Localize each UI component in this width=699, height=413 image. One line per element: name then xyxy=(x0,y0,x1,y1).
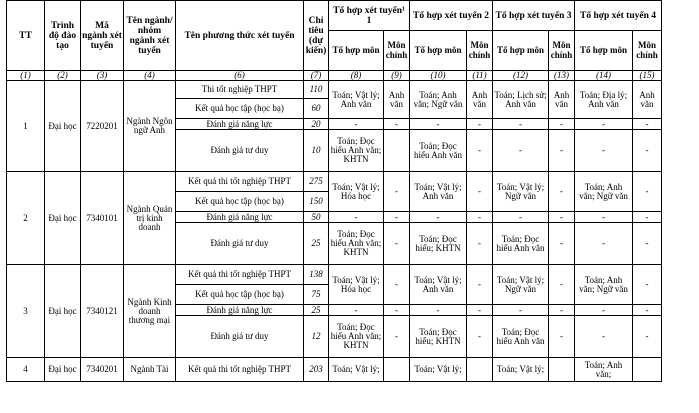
admission-table xyxy=(6,0,662,382)
header-program-code: Mã ngành xét tuyển xyxy=(81,1,124,71)
subject-combination-3: Toán; Lịch sử; Anh văn xyxy=(493,81,549,119)
program-code: 7220201 xyxy=(81,81,124,172)
main-subject-4: - xyxy=(633,305,662,316)
column-index: (8) xyxy=(329,71,384,81)
admission-method: Đánh giá tư duy xyxy=(176,223,304,265)
training-level: Đại học xyxy=(45,172,81,265)
quota-value: 275 xyxy=(304,172,329,192)
main-subject-2: - xyxy=(467,223,493,265)
subject-combination-4: - xyxy=(575,119,633,130)
header-subjects-2: Tổ hợp môn xyxy=(410,31,467,71)
column-index: (6) xyxy=(176,71,304,81)
column-index: (13) xyxy=(549,71,575,81)
quota-value: 60 xyxy=(304,99,329,119)
training-level: Đại học xyxy=(45,81,81,172)
quota-value: 10 xyxy=(304,130,329,172)
quota-value: 150 xyxy=(304,192,329,212)
header-quota: Chỉ tiêu (dự kiến) xyxy=(304,1,329,71)
subject-combination-3: - xyxy=(493,119,549,130)
header-main-subject-3: Môn chính xyxy=(549,31,575,71)
program-code: 7340101 xyxy=(81,172,124,265)
main-subject-1 xyxy=(384,358,410,382)
program-code: 7340121 xyxy=(81,265,124,358)
main-subject-3: - xyxy=(549,172,575,212)
main-subject-3: - xyxy=(549,212,575,223)
main-subject-2: Anh văn xyxy=(467,81,493,119)
main-subject-2: - xyxy=(467,172,493,212)
subject-combination-2: Toán; Vật lý; Anh văn xyxy=(410,172,467,212)
main-subject-2: - xyxy=(467,305,493,316)
quota-value: 203 xyxy=(304,358,329,382)
table-row xyxy=(7,358,662,382)
subject-combination-3: - xyxy=(493,130,549,172)
column-index-row xyxy=(7,71,662,81)
column-index: (15) xyxy=(633,71,662,81)
main-subject-1 xyxy=(384,130,410,172)
main-subject-2: - xyxy=(467,265,493,305)
main-subject-3: - xyxy=(549,265,575,305)
subject-combination-1: Toán; Đọc hiểu Anh văn; KHTN xyxy=(329,316,384,358)
subject-combination-1: Toán; Vật lý; Anh văn xyxy=(329,81,384,119)
header-tt: TT xyxy=(7,1,45,71)
column-index: (14) xyxy=(575,71,633,81)
subject-combination-3: - xyxy=(493,305,549,316)
subject-combination-1: - xyxy=(329,119,384,130)
subject-combination-4: - xyxy=(575,305,633,316)
training-level: Đại học xyxy=(45,358,81,382)
subject-combination-1: Toán; Đọc hiểu Anh văn; KHTN xyxy=(329,130,384,172)
quota-value: 20 xyxy=(304,119,329,130)
admission-method: Kết quả thi tốt nghiệp THPT xyxy=(176,172,304,192)
main-subject-2: - xyxy=(467,119,493,130)
header-program-name: Tên ngành/ nhóm ngành xét tuyển xyxy=(124,1,176,71)
main-subject-1: - xyxy=(384,172,410,212)
main-subject-3 xyxy=(549,358,575,382)
subject-combination-2: Toán; Vật lý; Anh văn xyxy=(410,265,467,305)
subject-combination-1: Toán; Đọc hiểu Anh văn; KHTN xyxy=(329,223,384,265)
quota-value: 12 xyxy=(304,316,329,358)
subject-combination-1: Toán; Vật lý; Hóa học xyxy=(329,265,384,305)
main-subject-2 xyxy=(467,358,493,382)
main-subject-1: - xyxy=(384,119,410,130)
column-index: (4) xyxy=(124,71,176,81)
header-training-level: Trình độ đào tạo xyxy=(45,1,81,71)
subject-combination-4: Toán; Anh văn; xyxy=(575,358,633,382)
admission-method: Kết quả thi tốt nghiệp THPT xyxy=(176,358,304,382)
quota-value: 138 xyxy=(304,265,329,285)
header-subjects-3: Tổ hợp môn xyxy=(493,31,549,71)
row-number: 4 xyxy=(7,358,45,382)
main-subject-3: - xyxy=(549,223,575,265)
main-subject-4: - xyxy=(633,316,662,358)
subject-combination-3: Toán; Đọc hiểu Anh văn xyxy=(493,316,549,358)
quota-value: 110 xyxy=(304,81,329,99)
admission-method: Kết quả thi tốt nghiệp THPT xyxy=(176,265,304,285)
admission-method: Đánh giá tư duy xyxy=(176,316,304,358)
admission-method: Thi tốt nghiệp THPT xyxy=(176,81,304,99)
subject-combination-4: - xyxy=(575,316,633,358)
main-subject-2: - xyxy=(467,212,493,223)
program-name: Ngành Kinh doanh thương mại xyxy=(124,265,176,358)
table-row xyxy=(7,172,662,192)
subject-combination-2: Toán; Đọc hiểu; KHTN xyxy=(410,316,467,358)
row-number: 2 xyxy=(7,172,45,265)
row-number: 1 xyxy=(7,81,45,172)
main-subject-1: - xyxy=(384,212,410,223)
subject-combination-2: Toán; Anh văn; Ngữ văn xyxy=(410,81,467,119)
column-index: (3) xyxy=(81,71,124,81)
main-subject-2: - xyxy=(467,130,493,172)
subject-combination-4: Toán; Địa lý; Anh văn xyxy=(575,81,633,119)
admission-method: Kết quả học tập (học bạ) xyxy=(176,192,304,212)
main-subject-4: - xyxy=(633,265,662,305)
subject-combination-4: Toán; Anh văn; Ngữ văn xyxy=(575,172,633,212)
main-subject-4: - xyxy=(633,172,662,212)
subject-combination-1: Toán; Vật lý; Hóa học xyxy=(329,172,384,212)
subject-combination-2: Toán; Vật lý; xyxy=(410,358,467,382)
header-main-subject-4: Môn chính xyxy=(633,31,662,71)
column-index: (1) xyxy=(7,71,45,81)
header-combination-4: Tổ hợp xét tuyển 4 xyxy=(575,1,662,31)
subject-combination-2: - xyxy=(410,305,467,316)
table-row xyxy=(7,265,662,285)
subject-combination-3: Toán; Vật lý; Ngữ văn xyxy=(493,172,549,212)
column-index: (12) xyxy=(493,71,549,81)
main-subject-4: Anh văn xyxy=(633,81,662,119)
subject-combination-3: Toán; Đọc hiểu Anh văn xyxy=(493,223,549,265)
header-main-subject-2: Môn chính xyxy=(467,31,493,71)
subject-combination-2: - xyxy=(410,119,467,130)
main-subject-4: - xyxy=(633,119,662,130)
training-level: Đại học xyxy=(45,265,81,358)
subject-combination-2: Toán; Đọc hiểu; KHTN xyxy=(410,223,467,265)
header-combination-2: Tổ hợp xét tuyển 2 xyxy=(410,1,493,31)
subject-combination-1: Toán; Vật lý; xyxy=(329,358,384,382)
column-index: (11) xyxy=(467,71,493,81)
program-code: 7340201 xyxy=(81,358,124,382)
admission-method: Kết quả học tập (học bạ) xyxy=(176,99,304,119)
main-subject-1: - xyxy=(384,265,410,305)
column-index: (2) xyxy=(45,71,81,81)
main-subject-2: - xyxy=(467,316,493,358)
main-subject-1: - xyxy=(384,305,410,316)
subject-combination-4: - xyxy=(575,130,633,172)
quota-value: 75 xyxy=(304,285,329,305)
main-subject-1: - xyxy=(384,316,410,358)
header-admission-method: Tên phương thức xét tuyển xyxy=(176,1,304,71)
table-row xyxy=(7,81,662,99)
main-subject-4 xyxy=(633,358,662,382)
admission-method: Đánh giá năng lực xyxy=(176,119,304,130)
subject-combination-3: Toán; Vật lý; Ngữ văn xyxy=(493,265,549,305)
header-subjects-1: Tổ hợp môn xyxy=(329,31,384,71)
admission-method: Đánh giá năng lực xyxy=(176,212,304,223)
subject-combination-3: - xyxy=(493,212,549,223)
main-subject-3: - xyxy=(549,305,575,316)
column-index: (10) xyxy=(410,71,467,81)
admission-method: Kết quả học tập (học bạ) xyxy=(176,285,304,305)
header-combination-1: Tổ hợp xét tuyển¹ 1 xyxy=(329,1,410,31)
subject-combination-4: Toán; Anh văn; Ngữ văn xyxy=(575,265,633,305)
quota-value: 25 xyxy=(304,305,329,316)
main-subject-3: Anh văn xyxy=(549,81,575,119)
main-subject-3: - xyxy=(549,316,575,358)
quota-value: 25 xyxy=(304,223,329,265)
subject-combination-2: - xyxy=(410,212,467,223)
program-name: Ngành Quản trị kinh doanh xyxy=(124,172,176,265)
header-main-subject-1: Môn chính xyxy=(384,31,410,71)
main-subject-4: - xyxy=(633,212,662,223)
main-subject-1: Anh văn xyxy=(384,81,410,119)
subject-combination-4: - xyxy=(575,212,633,223)
column-index: (7) xyxy=(304,71,329,81)
subject-combination-2: Toán; Đọc hiểu Anh văn xyxy=(410,130,467,172)
subject-combination-1: - xyxy=(329,212,384,223)
subject-combination-4: - xyxy=(575,223,633,265)
admission-method: Đánh giá tư duy xyxy=(176,130,304,172)
quota-value: 50 xyxy=(304,212,329,223)
header-combination-3: Tổ hợp xét tuyển 3 xyxy=(493,1,575,31)
main-subject-1: - xyxy=(384,223,410,265)
main-subject-3: - xyxy=(549,130,575,172)
admission-method: Đánh giá năng lực xyxy=(176,305,304,316)
row-number: 3 xyxy=(7,265,45,358)
subject-combination-3: Toán; Vật lý; xyxy=(493,358,549,382)
program-name: Ngành Ngôn ngữ Anh xyxy=(124,81,176,172)
subject-combination-1: - xyxy=(329,305,384,316)
main-subject-4: - xyxy=(633,223,662,265)
program-name: Ngành Tài xyxy=(124,358,176,382)
column-index: (9) xyxy=(384,71,410,81)
main-subject-3: - xyxy=(549,119,575,130)
main-subject-4: - xyxy=(633,130,662,172)
header-subjects-4: Tổ hợp môn xyxy=(575,31,633,71)
